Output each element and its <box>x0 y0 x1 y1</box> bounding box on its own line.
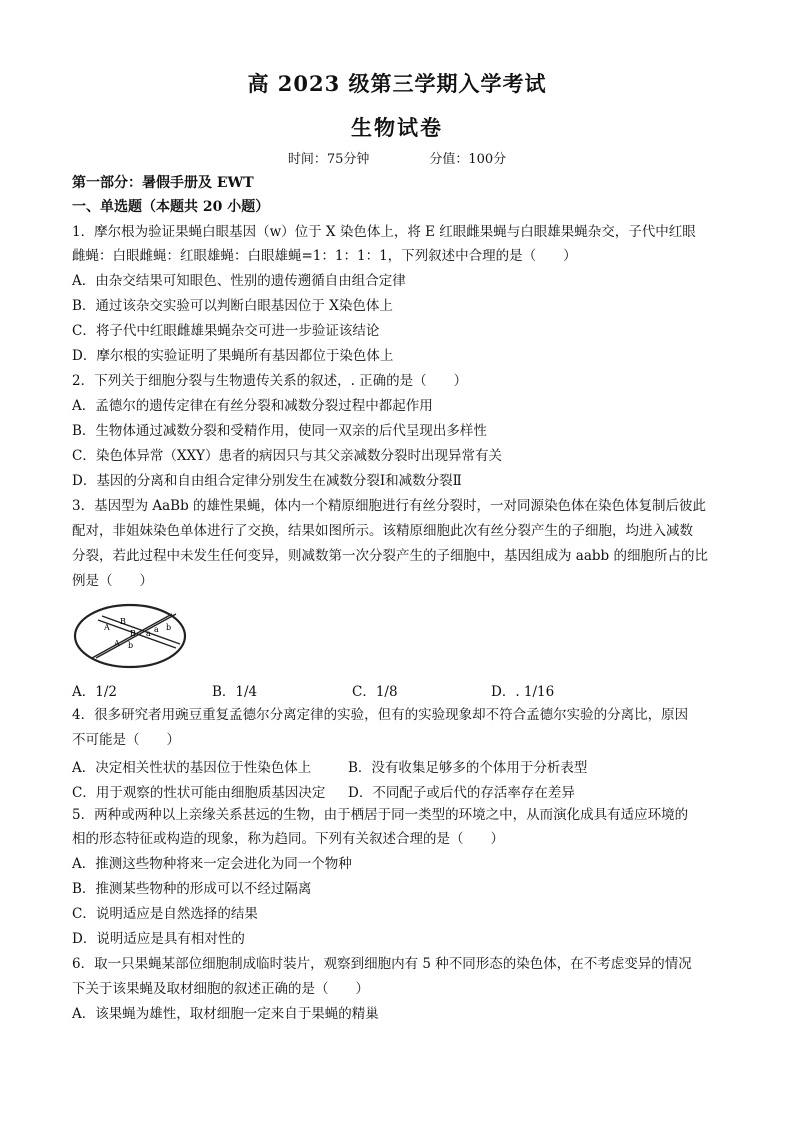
gene-label: A <box>104 623 110 632</box>
section-part: 第一部分：暑假手册及 EWT <box>72 175 254 191</box>
q1-stem-line1: 1．摩尔根为验证果蝇白眼基因（w）位于 X 染色体上，将 E 红眼雌果蝇与白眼雄果蝇杂交，子代中红眼 <box>72 224 696 240</box>
q5-option-d: D．说明适应是具有相对性的 <box>72 931 245 947</box>
q5-stem-line1: 5．两种或两种以上亲缘关系甚远的生物，由于栖居于同一类型的环境之中，从而演化成具有适应环境的 <box>72 807 689 823</box>
q3-stem-line1: 3．基因型为 AaBb 的雄性果蝇，体内一个精原细胞进行有丝分裂时，一对同源染色体在染色体复制后彼此 <box>72 498 707 514</box>
q5-option-a: A．推测这些物种将来一定会进化为同一个物种 <box>72 856 352 872</box>
exam-time: 时间：75分钟 <box>287 152 370 167</box>
gene-label: B <box>120 617 126 626</box>
q1-option-c: C．将子代中红眼雌雄果蝇杂交可进一步验证该结论 <box>72 323 380 339</box>
q4-stem-line1: 4．很多研究者用豌豆重复孟德尔分离定律的实验，但有的实验现象却不符合孟德尔实验的分离比，原因 <box>72 707 689 723</box>
gene-label: a <box>154 625 159 634</box>
q1-stem-line2: 雌蝇：白眼雌蝇：红眼雄蝇：白眼雄蝇=1：1：1：1，下列叙述中合理的是（ ） <box>72 248 577 264</box>
q2-option-d: D．基因的分离和自由组合定律分别发生在减数分裂Ⅰ和减数分裂Ⅱ <box>72 473 462 489</box>
exam-title: 高 2023 级第三学期入学考试 <box>247 71 547 96</box>
q5-option-c: C．说明适应是自然选择的结果 <box>72 906 258 922</box>
q4-option-c: C．用于观察的性状可能由细胞质基因决定 <box>72 785 326 801</box>
gene-label: a <box>146 629 151 638</box>
q2-option-a: A．孟德尔的遗传定律在有丝分裂和减数分裂过程中都起作用 <box>72 398 433 414</box>
exam-score: 分值：100分 <box>429 152 507 167</box>
q6-stem-line2: 下关于该果蝇及取材细胞的叙述正确的是（ ） <box>72 981 369 997</box>
q2-option-b: B．生物体通过减数分裂和受精作用，使同一双亲的后代呈现出多样性 <box>72 423 487 439</box>
q3-stem-line4: 例是（ ） <box>72 573 153 589</box>
q3-option-c: C．1/8 <box>352 684 398 700</box>
section-type: 一、单选题（本题共 20 小题） <box>72 199 270 215</box>
q3-stem-line3: 分裂，若此过程中未发生任何变异，则减数第一次分裂产生的子细胞中，基因组成为 aabb 的细胞所占的比 <box>72 548 708 564</box>
q5-stem-line2: 相的形态特征或构造的现象，称为趋同。下列有关叙述合理的是（ ） <box>72 831 504 847</box>
q3-option-d: D．. 1/16 <box>491 684 555 700</box>
q2-stem: 2．下列关于细胞分裂与生物遗传关系的叙述，. 正确的是（ ） <box>72 373 468 389</box>
gene-label: A <box>114 639 120 648</box>
q4-option-b: B．没有收集足够多的个体用于分析表型 <box>348 760 588 776</box>
q4-option-a: A．决定相关性状的基因位于性染色体上 <box>72 760 312 776</box>
q2-option-c: C．染色体异常（XXY）患者的病因只与其父亲减数分裂时出现异常有关 <box>72 448 502 464</box>
gene-label: B <box>130 629 136 638</box>
q4-option-d: D．不同配子或后代的存活率存在差异 <box>348 785 575 801</box>
q5-option-b: B．推测某些物种的形成可以不经过隔离 <box>72 881 312 897</box>
q6-stem-line1: 6．取一只果蝇某部位细胞制成临时装片，观察到细胞内有 5 种不同形态的染色体，在不考虑变异的情况 <box>72 956 692 972</box>
q1-option-a: A．由杂交结果可知眼色、性别的遗传遡循自由组合定律 <box>72 273 406 289</box>
q3-option-a: A．1/2 <box>72 684 117 700</box>
chromosome-crossover-figure <box>72 600 192 672</box>
q3-stem-line2: 配对，非姐妹染色单体进行了交换，结果如图所示。该精原细胞此次有丝分裂产生的子细胞，均进入减数 <box>72 523 693 539</box>
q1-option-d: D．摩尔根的实验证明了果蝇所有基因都位于染色体上 <box>72 348 394 364</box>
q6-option-a: A．该果蝇为雄性，取材细胞一定来自于果蝇的精巢 <box>72 1006 379 1022</box>
q1-option-b: B．通过该杂交实验可以判断白眼基因位于 X染色体上 <box>72 298 393 314</box>
gene-label: b <box>128 641 134 650</box>
exam-subtitle: 生物试卷 <box>351 115 443 140</box>
exam-meta <box>0 148 794 167</box>
q4-stem-line2: 不可能是（ ） <box>72 732 180 748</box>
gene-label: b <box>166 623 172 632</box>
q3-option-b: B．1/4 <box>212 684 258 700</box>
